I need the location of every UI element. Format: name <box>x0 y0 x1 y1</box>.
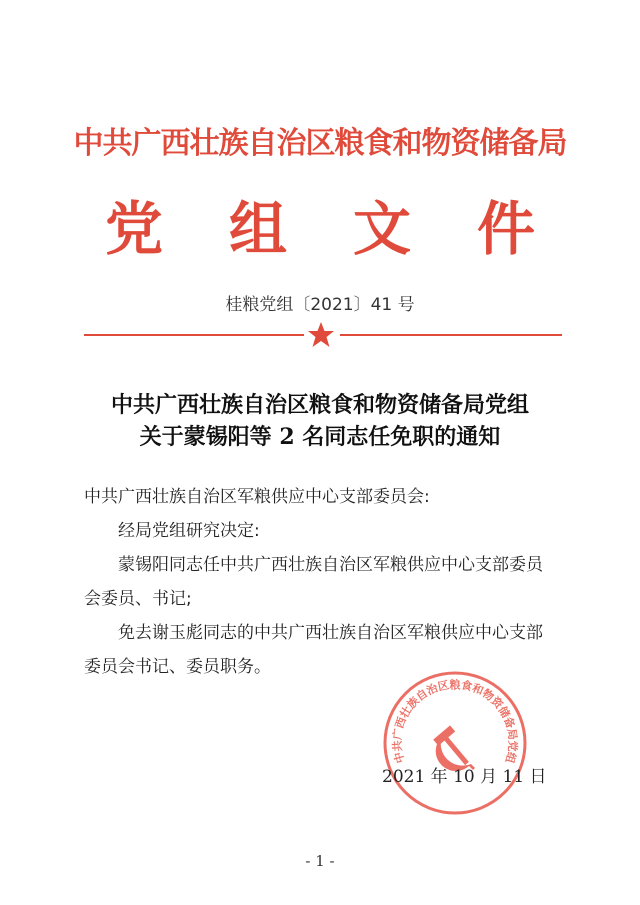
paragraph-removal-line-1: 免去谢玉彪同志的中共广西壮族自治区军粮供应中心支部 <box>118 623 543 643</box>
red-divider-right <box>340 334 562 336</box>
seal-text: 中共广西壮族自治区粮食和物资储备局党组 <box>390 678 520 765</box>
paragraph-removal-line-2: 委员会书记、委员职务。 <box>84 657 271 677</box>
salutation: 中共广西壮族自治区军粮供应中心支部委员会: <box>84 487 430 507</box>
document-type: 党组文件 <box>104 195 601 263</box>
issuing-organization: 中共广西壮族自治区粮食和物资储备局 <box>73 126 567 161</box>
notice-title-line-1: 中共广西壮族自治区粮食和物资储备局党组 <box>110 392 529 418</box>
star-icon <box>306 320 336 350</box>
official-seal <box>380 668 530 818</box>
star-shape <box>308 322 334 347</box>
document-number: 桂粮党组〔2021〕41 号 <box>225 295 415 315</box>
seal-ring <box>385 673 525 813</box>
page-number: - 1 - <box>305 852 335 870</box>
red-divider-left <box>84 334 304 336</box>
paragraph-decision: 经局党组研究决定: <box>118 521 260 541</box>
paragraph-appointment-line-2: 会委员、书记; <box>84 589 192 609</box>
notice-title-line-2: 关于蒙锡阳等 2 名同志任免职的通知 <box>139 424 501 450</box>
issue-date: 2021 年 10 月 11 日 <box>382 767 547 787</box>
paragraph-appointment-line-1: 蒙锡阳同志任中共广西壮族自治区军粮供应中心支部委员 <box>118 555 543 575</box>
